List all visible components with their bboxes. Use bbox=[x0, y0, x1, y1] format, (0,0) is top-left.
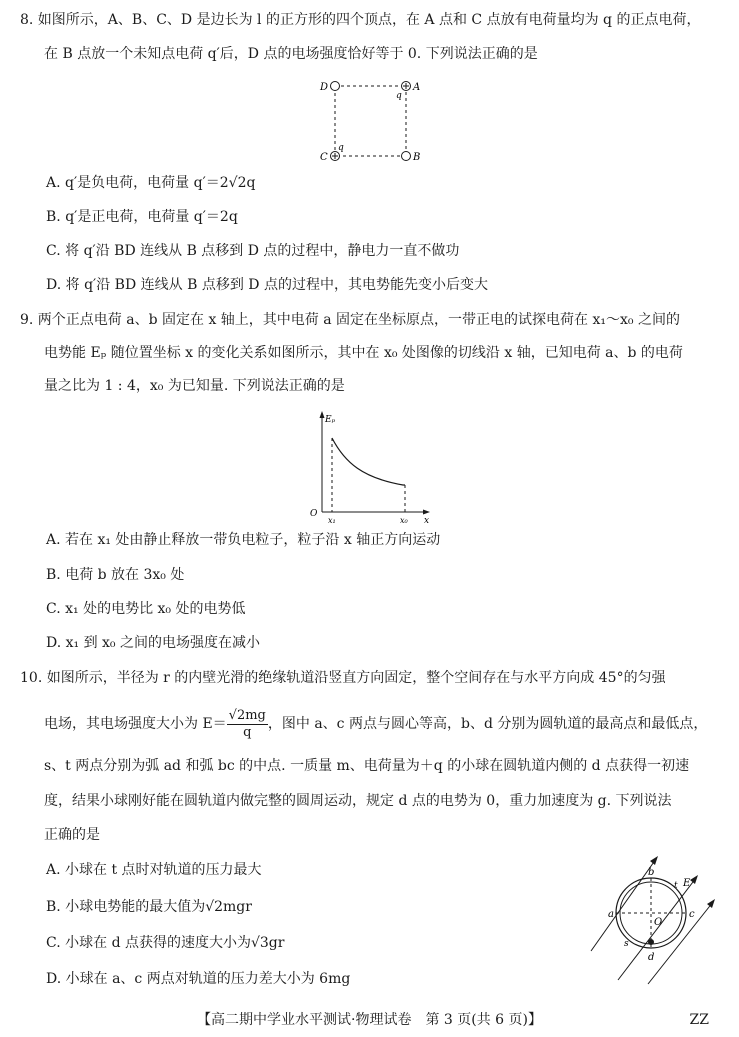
label-s: s bbox=[624, 939, 629, 949]
q10-stem-line2 bbox=[44, 704, 707, 744]
q10-option-c[interactable]: C. 小球在 d 点获得的速度大小为√3gr bbox=[46, 935, 285, 951]
q9-stem-line1: 9. 两个正点电荷 a、b 固定在 x 轴上，其中电荷 a 固定在坐标原点，一带正电的试探电荷在 x₁～x₀ 之间的 bbox=[20, 312, 680, 328]
q8-option-c[interactable]: C. 将 q′沿 BD 连线从 B 点移到 D 点的过程中，静电力一直不做功 bbox=[46, 243, 460, 259]
label-x1: x₁ bbox=[328, 516, 336, 525]
field-strength-fraction bbox=[227, 708, 268, 741]
footer-tag: ZZ bbox=[689, 1012, 709, 1028]
q8-option-a[interactable]: A. q′是负电荷，电荷量 q′＝2√2q bbox=[46, 175, 256, 191]
q8-square-figure bbox=[310, 74, 420, 166]
label-d: d bbox=[648, 952, 655, 963]
q10-option-d[interactable]: D. 小球在 a、c 两点对轨道的压力差大小为 6mg bbox=[46, 971, 351, 987]
label-c: c bbox=[689, 909, 695, 920]
q10-circular-track-figure bbox=[586, 856, 716, 986]
ball-at-d bbox=[648, 939, 654, 945]
q10-option-a[interactable]: A. 小球在 t 点时对轨道的压力最大 bbox=[46, 862, 262, 878]
fraction-denominator: q bbox=[243, 724, 252, 740]
y-axis-arrow bbox=[320, 411, 325, 418]
fraction-numerator: √2mg bbox=[228, 707, 266, 723]
label-d: D bbox=[320, 82, 329, 93]
label-b: B bbox=[413, 152, 420, 163]
footer-title: 【高二期中学业水平测试·物理试卷 第 3 页(共 6 页)】 bbox=[197, 1012, 542, 1028]
q8-option-b[interactable]: B. q′是正电荷，电荷量 q′＝2q bbox=[46, 209, 238, 225]
label-x0: x₀ bbox=[400, 516, 408, 525]
label-center-o: O bbox=[654, 917, 663, 928]
q10-stem-line3: s、t 两点分别为弧 ad 和弧 bc 的中点. 一质量 m、电荷量为＋q 的小球在圆轨道内侧的 d 点获得一初速 bbox=[44, 758, 690, 774]
q9-option-c[interactable]: C. x₁ 处的电势比 x₀ 处的电势低 bbox=[46, 601, 246, 617]
label-x: x bbox=[424, 516, 430, 526]
q10-stem-line5: 正确的是 bbox=[44, 827, 100, 843]
q10-stem-line4: 度，结果小球刚好能在圆轨道内做完整的圆周运动，规定 d 点的电势为 0，重力加速度为 g. 下列说法 bbox=[44, 793, 672, 809]
point-b-marker bbox=[402, 152, 411, 161]
label-e: E bbox=[683, 878, 691, 889]
q10-option-b[interactable]: B. 小球电势能的最大值为√2mgr bbox=[46, 899, 252, 915]
q10-stem-line2-prefix: 电场，其电场强度大小为 E＝ bbox=[44, 716, 227, 732]
q9-stem-line2: 电势能 Eₚ 随位置坐标 x 的变化关系如图所示，其中在 x₀ 处图像的切线沿 x 轴，已知电荷 a、b 的电荷 bbox=[44, 345, 683, 361]
q8-option-d[interactable]: D. 将 q′沿 BD 连线从 B 点移到 D 点的过程中，其电势能先变小后变大 bbox=[46, 277, 488, 293]
label-ep: Eₚ bbox=[325, 415, 336, 425]
q10-stem-line2-suffix: ，图中 a、c 两点与圆心等高，b、d 分别为圆轨道的最高点和最低点， bbox=[267, 716, 708, 732]
q9-option-d[interactable]: D. x₁ 到 x₀ 之间的电场强度在减小 bbox=[46, 635, 260, 651]
label-a: A bbox=[413, 82, 420, 93]
q8-stem-line1: 8. 如图所示，A、B、C、D 是边长为 l 的正方形的四个顶点，在 A 点和 C 点放有电荷量均为 q 的正点电荷， bbox=[20, 12, 701, 28]
label-q-at-a: q bbox=[396, 91, 402, 101]
q9-option-b[interactable]: B. 电荷 b 放在 3x₀ 处 bbox=[46, 567, 185, 583]
x-axis-arrow bbox=[423, 510, 430, 515]
ep-curve bbox=[332, 438, 405, 485]
label-b: b bbox=[648, 867, 655, 878]
q9-stem-line3: 量之比为 1 : 4，x₀ 为已知量. 下列说法正确的是 bbox=[44, 378, 345, 394]
label-a: a bbox=[608, 909, 614, 920]
label-c: C bbox=[320, 152, 328, 163]
q10-stem-line1: 10. 如图所示，半径为 r 的内壁光滑的绝缘轨道沿竖直方向固定，整个空间存在与水平方向成 45°的匀强 bbox=[20, 670, 666, 686]
q8-stem-line2: 在 B 点放一个未知点电荷 q′后，D 点的电场强度恰好等于 0. 下列说法正确的是 bbox=[44, 46, 538, 62]
point-d-marker bbox=[331, 82, 340, 91]
q9-option-a[interactable]: A. 若在 x₁ 处由静止释放一带负电粒子，粒子沿 x 轴正方向运动 bbox=[46, 532, 441, 548]
label-t: t bbox=[674, 881, 678, 891]
q9-ep-graph bbox=[305, 408, 435, 526]
label-q-at-c: q bbox=[338, 143, 344, 153]
label-origin: O bbox=[310, 509, 318, 519]
